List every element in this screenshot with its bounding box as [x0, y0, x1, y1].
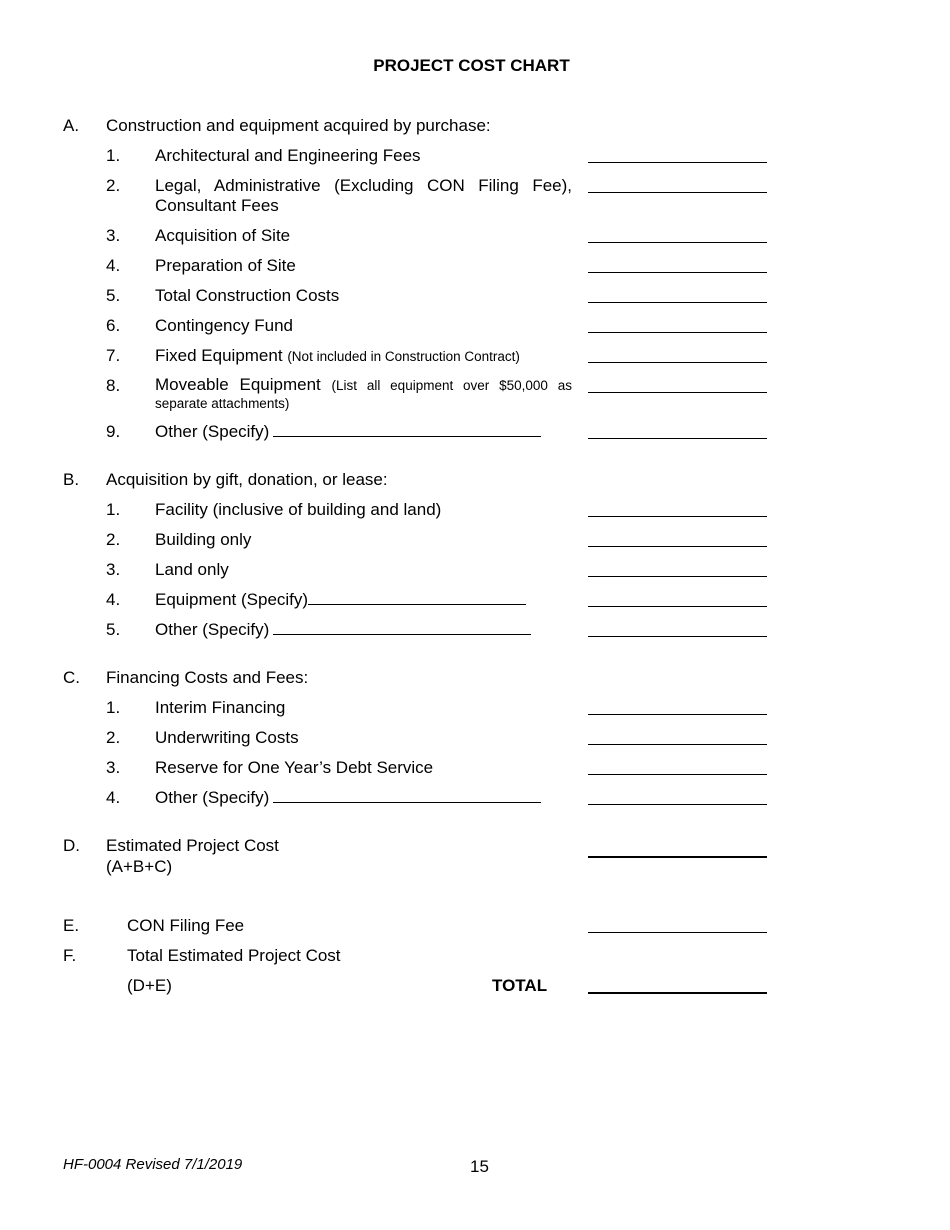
- item-label: Architectural and Engineering Fees: [155, 146, 421, 165]
- section-b-heading: Acquisition by gift, donation, or lease:: [106, 470, 388, 489]
- item-note: (List all equipment over $50,000 as separate attachments): [155, 378, 572, 411]
- item-number: 3.: [106, 560, 121, 579]
- item-label: Other (Specify): [155, 620, 270, 639]
- amount-field-a2[interactable]: [588, 192, 767, 193]
- amount-field-a9[interactable]: [588, 438, 767, 439]
- item-number: 3.: [106, 758, 121, 777]
- amount-field-a5[interactable]: [588, 302, 767, 303]
- item-number: 2.: [106, 176, 121, 195]
- item-label: Preparation of Site: [155, 256, 296, 275]
- item-number: 2.: [106, 728, 121, 747]
- amount-field-b2[interactable]: [588, 546, 767, 547]
- form-revision: HF-0004 Revised 7/1/2019: [63, 1156, 243, 1173]
- section-f-heading: Total Estimated Project Cost: [127, 946, 341, 965]
- item-number: 4.: [106, 788, 121, 807]
- specify-line[interactable]: [273, 436, 541, 437]
- amount-field-c4[interactable]: [588, 804, 767, 805]
- item-number: 3.: [106, 226, 121, 245]
- amount-field-b3[interactable]: [588, 576, 767, 577]
- item-label-row: [155, 376, 572, 412]
- item-label-row: [155, 422, 541, 442]
- section-d-letter: D.: [63, 836, 80, 855]
- section-c-heading: Financing Costs and Fees:: [106, 668, 309, 687]
- item-label: Fixed Equipment: [155, 346, 283, 365]
- item-number: 5.: [106, 286, 121, 305]
- item-number: 1.: [106, 698, 121, 717]
- item-label: Other (Specify): [155, 788, 270, 807]
- item-number: 6.: [106, 316, 121, 335]
- item-number: 4.: [106, 590, 121, 609]
- item-number: 1.: [106, 146, 121, 165]
- section-e-heading: CON Filing Fee: [127, 916, 245, 935]
- amount-field-d[interactable]: [588, 856, 767, 858]
- item-note: (Not included in Construction Contract): [287, 349, 520, 364]
- specify-line[interactable]: [308, 604, 526, 605]
- amount-field-b5[interactable]: [588, 636, 767, 637]
- specify-line[interactable]: [273, 634, 531, 635]
- item-number: 1.: [106, 500, 121, 519]
- section-f-formula: (D+E): [127, 976, 172, 995]
- amount-field-b4[interactable]: [588, 606, 767, 607]
- amount-field-a4[interactable]: [588, 272, 767, 273]
- item-number: 5.: [106, 620, 121, 639]
- amount-field-c2[interactable]: [588, 744, 767, 745]
- item-label-row: [155, 346, 520, 366]
- item-number: 9.: [106, 422, 121, 441]
- amount-field-a7[interactable]: [588, 362, 767, 363]
- specify-line[interactable]: [273, 802, 541, 803]
- item-label: Moveable Equipment: [155, 375, 321, 394]
- item-label: Building only: [155, 530, 252, 549]
- amount-field-a6[interactable]: [588, 332, 767, 333]
- item-label-row: [155, 590, 526, 610]
- item-label: Interim Financing: [155, 698, 286, 717]
- amount-field-a1[interactable]: [588, 162, 767, 163]
- item-number: 4.: [106, 256, 121, 275]
- item-label: Facility (inclusive of building and land): [155, 500, 442, 519]
- item-label: Legal, Administrative (Excluding CON Filing Fee), Consultant Fees: [155, 176, 572, 215]
- item-label: Contingency Fund: [155, 316, 293, 335]
- amount-field-total[interactable]: [588, 992, 767, 994]
- total-label: TOTAL: [492, 976, 548, 995]
- amount-field-c3[interactable]: [588, 774, 767, 775]
- section-e-letter: E.: [63, 916, 80, 935]
- section-c-letter: C.: [63, 668, 80, 687]
- page-title: PROJECT COST CHART: [373, 56, 570, 75]
- item-label: Land only: [155, 560, 229, 579]
- amount-field-c1[interactable]: [588, 714, 767, 715]
- section-d-heading: Estimated Project Cost: [106, 836, 279, 855]
- item-label: Reserve for One Year’s Debt Service: [155, 758, 434, 777]
- amount-field-e[interactable]: [588, 932, 767, 933]
- page-number: 15: [470, 1157, 489, 1176]
- item-label: Total Construction Costs: [155, 286, 340, 305]
- item-number: 8.: [106, 376, 121, 395]
- item-number: 2.: [106, 530, 121, 549]
- amount-field-a3[interactable]: [588, 242, 767, 243]
- item-label-row: [155, 788, 541, 808]
- section-f-letter: F.: [63, 946, 77, 965]
- section-a-heading: Construction and equipment acquired by purchase:: [106, 116, 491, 135]
- section-d-formula: (A+B+C): [106, 857, 173, 876]
- item-label: Other (Specify): [155, 422, 270, 441]
- item-label: Underwriting Costs: [155, 728, 299, 747]
- section-a-letter: A.: [63, 116, 80, 135]
- item-label: Equipment (Specify): [155, 590, 309, 609]
- item-label-row: [155, 620, 531, 640]
- item-number: 7.: [106, 346, 121, 365]
- amount-field-a8[interactable]: [588, 392, 767, 393]
- amount-field-b1[interactable]: [588, 516, 767, 517]
- item-label: Acquisition of Site: [155, 226, 291, 245]
- section-b-letter: B.: [63, 470, 80, 489]
